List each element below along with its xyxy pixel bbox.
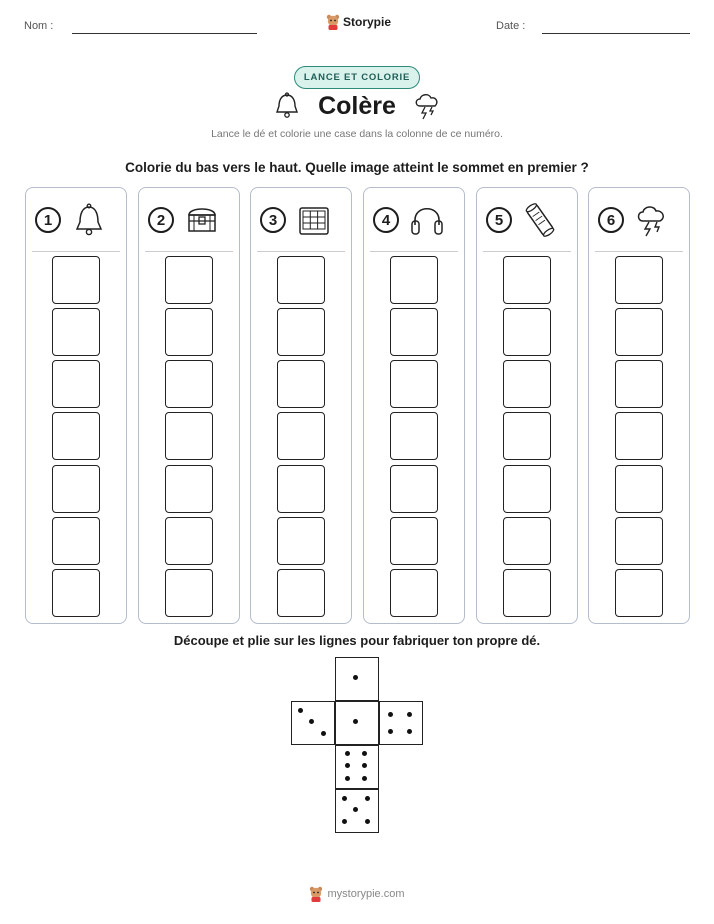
column-divider [370, 251, 458, 252]
color-box[interactable] [390, 412, 438, 460]
color-box[interactable] [390, 308, 438, 356]
die-face-5 [335, 789, 379, 833]
color-box[interactable] [390, 569, 438, 617]
color-box[interactable] [277, 465, 325, 513]
storm-cloud-icon [633, 201, 671, 239]
color-box[interactable] [615, 569, 663, 617]
column-5 [476, 187, 578, 624]
scroll-icon [521, 201, 559, 239]
color-box[interactable] [52, 569, 100, 617]
color-box[interactable] [165, 412, 213, 460]
bell-icon [70, 201, 108, 239]
color-box[interactable] [277, 412, 325, 460]
die-pip [365, 796, 370, 801]
name-line[interactable] [72, 33, 257, 34]
brand-name: Storypie [343, 15, 392, 29]
color-box[interactable] [165, 308, 213, 356]
color-box[interactable] [615, 517, 663, 565]
die-pip [345, 776, 350, 781]
column-number: 5 [486, 207, 512, 233]
bear-mascot-icon [309, 886, 323, 902]
die-face-6 [335, 745, 379, 789]
die-pip [388, 712, 393, 717]
column-number: 6 [598, 207, 624, 233]
color-box[interactable] [277, 256, 325, 304]
color-box[interactable] [503, 360, 551, 408]
color-box[interactable] [52, 465, 100, 513]
column-1 [25, 187, 127, 624]
color-box[interactable] [615, 256, 663, 304]
color-box[interactable] [390, 360, 438, 408]
color-box[interactable] [52, 360, 100, 408]
bear-mascot-icon [326, 14, 340, 30]
footer [0, 886, 714, 902]
sliding-puzzle-icon [295, 201, 333, 239]
headphones-icon [408, 201, 446, 239]
color-box[interactable] [277, 517, 325, 565]
die-face-1 [335, 701, 379, 745]
color-box[interactable] [52, 256, 100, 304]
color-box[interactable] [615, 412, 663, 460]
die-pip [342, 796, 347, 801]
color-box[interactable] [165, 569, 213, 617]
color-box[interactable] [52, 517, 100, 565]
cut-fold-instruction: Découpe et plie sur les lignes pour fabriquer ton propre dé. [173, 633, 541, 648]
die-face-1 [335, 657, 379, 701]
color-box[interactable] [503, 517, 551, 565]
column-6 [588, 187, 690, 624]
color-box[interactable] [390, 465, 438, 513]
die-pip [298, 708, 303, 713]
column-divider [32, 251, 120, 252]
color-box[interactable] [503, 256, 551, 304]
die-pip [345, 763, 350, 768]
color-box[interactable] [165, 465, 213, 513]
die-pip [362, 751, 367, 756]
storm-cloud-icon [412, 90, 442, 120]
column-number: 1 [35, 207, 61, 233]
die-pip [388, 729, 393, 734]
die-pip [365, 819, 370, 824]
die-pip [353, 807, 358, 812]
die-pip [345, 751, 350, 756]
die-pip [407, 729, 412, 734]
brand-logo [326, 14, 391, 30]
color-box[interactable] [52, 412, 100, 460]
color-box[interactable] [277, 360, 325, 408]
column-4 [363, 187, 465, 624]
bell-icon [274, 92, 300, 120]
column-2 [138, 187, 240, 624]
column-divider [257, 251, 345, 252]
die-pip [353, 675, 358, 680]
column-divider [145, 251, 233, 252]
die-pip [353, 719, 358, 724]
date-label: Date : [496, 20, 526, 32]
die-pip [407, 712, 412, 717]
color-box[interactable] [390, 256, 438, 304]
column-number: 2 [148, 207, 174, 233]
color-box[interactable] [503, 412, 551, 460]
treasure-chest-icon [183, 201, 221, 239]
color-box[interactable] [52, 308, 100, 356]
die-pip [309, 719, 314, 724]
color-box[interactable] [503, 465, 551, 513]
column-divider [595, 251, 683, 252]
color-box[interactable] [277, 308, 325, 356]
column-divider [483, 251, 571, 252]
color-box[interactable] [165, 360, 213, 408]
name-label: Nom : [24, 20, 54, 32]
column-3 [250, 187, 352, 624]
die-pip [321, 731, 326, 736]
color-box[interactable] [503, 569, 551, 617]
die-face-4 [379, 701, 423, 745]
color-box[interactable] [503, 308, 551, 356]
color-box[interactable] [615, 360, 663, 408]
date-line[interactable] [542, 33, 690, 34]
column-number: 3 [260, 207, 286, 233]
color-box[interactable] [615, 308, 663, 356]
color-box[interactable] [390, 517, 438, 565]
question: Colorie du bas vers le haut. Quelle image atteint le sommet en premier ? [125, 160, 589, 175]
die-pip [362, 763, 367, 768]
column-number: 4 [373, 207, 399, 233]
activity-badge: LANCE ET COLORIE [294, 66, 420, 89]
die-pip [362, 776, 367, 781]
color-box[interactable] [165, 256, 213, 304]
subtitle: Lance le dé et colorie une case dans la colonne de ce numéro. [211, 128, 503, 140]
die-face-3 [291, 701, 335, 745]
color-box[interactable] [165, 517, 213, 565]
footer-url: mystorypie.com [327, 888, 405, 900]
page-title: Colère [318, 92, 396, 120]
color-box[interactable] [615, 465, 663, 513]
color-box[interactable] [277, 569, 325, 617]
die-pip [342, 819, 347, 824]
